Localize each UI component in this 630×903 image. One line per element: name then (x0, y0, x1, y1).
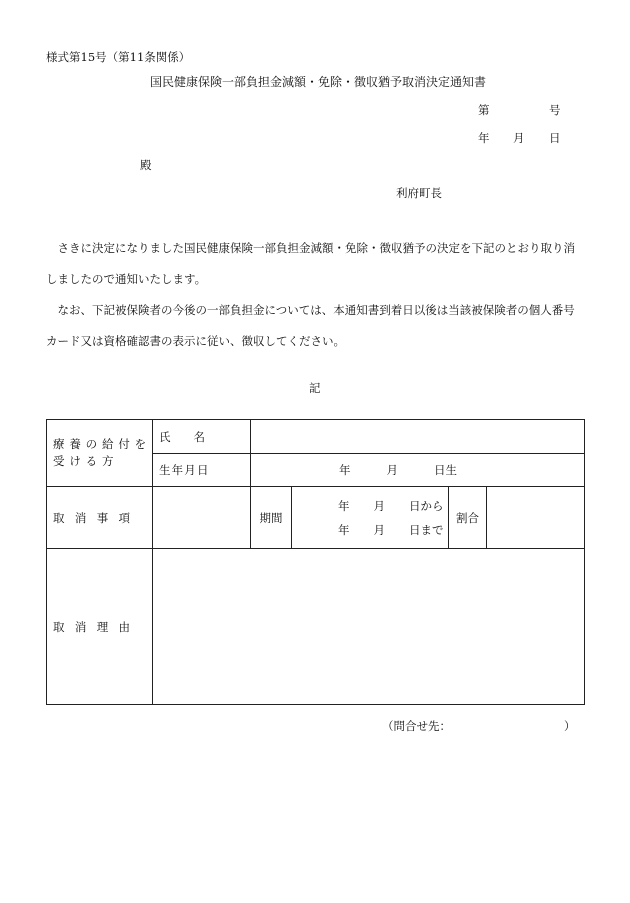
period-to-month: 月 (373, 522, 385, 537)
period-from-month: 月 (373, 498, 385, 513)
name-label-cell (153, 420, 251, 454)
ratio-value-cell[interactable] (487, 487, 585, 549)
recipient-label: 療養の給付を受ける方 (53, 437, 151, 468)
ki-heading: 記 (309, 381, 321, 395)
cancellation-table (46, 419, 585, 705)
name-label: 氏 名 (159, 429, 205, 444)
doc-number-go: 号 (549, 103, 561, 117)
date-year: 年 (478, 131, 490, 145)
cancel-reason-value-cell[interactable] (153, 549, 585, 705)
period-from-year: 年 (338, 498, 350, 513)
cancel-item-label-cell (47, 487, 153, 549)
cancel-reason-label: 取消理由 (53, 619, 141, 634)
cancel-item-value-cell[interactable] (153, 487, 251, 549)
doc-number-dai: 第 (478, 103, 490, 117)
period-label-cell (251, 487, 292, 549)
contact-label: （問合せ先： (382, 719, 451, 733)
form-number: 様式第15号（第11条関係） (46, 50, 191, 64)
period-to-year: 年 (338, 522, 350, 537)
addressee-honorific: 殿 (140, 158, 152, 172)
recipient-label-cell (47, 420, 153, 487)
body-paragraph: なお、下記被保険者の今後の一部負担金については、本通知書到着日以後は当該被保険者の個人番号カード又は資格確認書の表示に従い、徴収してください。 (46, 303, 575, 348)
cancel-reason-label-cell (47, 549, 153, 705)
cancel-item-label: 取消事項 (53, 510, 141, 525)
contact-close: ） (564, 719, 576, 733)
date-day: 日 (549, 131, 561, 145)
sender: 利府町長 (396, 186, 442, 200)
period-to-day: 日まで (409, 522, 444, 537)
birth-year-unit: 年 (339, 463, 351, 477)
period-label: 期間 (259, 510, 283, 525)
body-text (46, 233, 586, 357)
birth-label: 生年月日 (159, 463, 210, 477)
date-month: 月 (513, 131, 525, 145)
period-from-day: 日から (409, 498, 444, 513)
document-title: 国民健康保険一部負担金減額・免除・徴収猶予取消決定通知書 (150, 75, 487, 89)
birth-month-unit: 月 (386, 463, 398, 477)
name-value-cell[interactable] (251, 420, 585, 454)
ratio-label: 割合 (456, 510, 479, 525)
birth-day-unit: 日生 (434, 463, 457, 477)
body-paragraph: さきに決定になりました国民健康保険一部負担金減額・免除・徴収猶予の決定を下記のとおり取り消しましたので通知いたします。 (46, 241, 575, 286)
birth-label-cell (153, 454, 251, 487)
birth-value-cell[interactable] (251, 454, 585, 487)
period-value-cell[interactable] (292, 487, 449, 549)
ratio-label-cell (449, 487, 487, 549)
